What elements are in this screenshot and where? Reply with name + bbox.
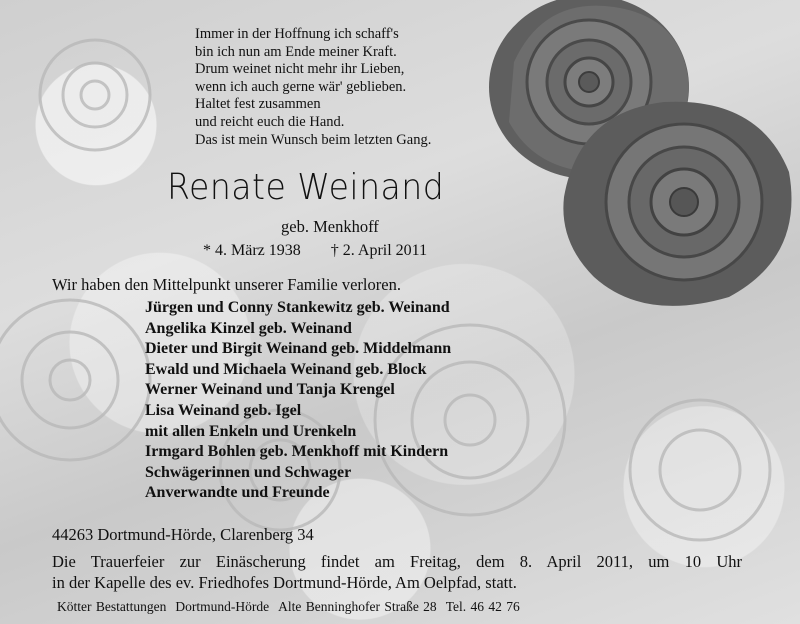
family-address: 44263 Dortmund-Hörde, Clarenberg 34: [52, 525, 314, 544]
poem-line: Drum weinet nicht mehr ihr Lieben,: [195, 61, 405, 78]
funeral-home-city: Dortmund-Hörde: [175, 599, 270, 614]
mourner-line: Lisa Weinand geb. Igel: [145, 401, 302, 419]
mourners-list: [145, 298, 451, 504]
poem-line: wenn ich auch gerne wär' geblieben.: [195, 78, 407, 95]
funeral-home-info: [57, 599, 520, 615]
intro-text: Wir haben den Mittelpunkt unserer Familie verloren.: [52, 275, 401, 294]
mourner-line: Anverwandte und Freunde: [145, 484, 330, 502]
mourner-line: Werner Weinand und Tanja Krengel: [145, 381, 395, 399]
funeral-home-phone: Tel. 46 42 76: [445, 599, 520, 614]
service-announcement: [52, 552, 742, 593]
mourner-line: Angelika Kinzel geb. Weinand: [145, 319, 352, 337]
service-line: Die Trauerfeier zur Einäscherung findet am Freitag, dem 8. April 2011, um 10 Uhr: [52, 552, 742, 571]
life-dates: [203, 242, 427, 260]
mourner-line: Dieter und Birgit Weinand geb. Middelmann: [145, 340, 452, 358]
death-date: † 2. April 2011: [330, 242, 428, 259]
funeral-home-name: Kötter Bestattungen: [57, 599, 167, 614]
mourner-line: mit allen Enkeln und Urenkeln: [145, 422, 357, 440]
poem-line: Haltet fest zusammen: [195, 96, 321, 113]
poem-line: bin ich nun am Ende meiner Kraft.: [195, 43, 397, 60]
poem-line: Das ist mein Wunsch beim letzten Gang.: [195, 131, 432, 148]
poem: [195, 26, 431, 149]
deceased-name: Renate Weinand: [167, 167, 445, 208]
roses-image: [484, 0, 800, 322]
mourner-line: Jürgen und Conny Stankewitz geb. Weinand: [145, 299, 450, 316]
funeral-home-street: Alte Benninghofer Straße 28: [278, 599, 437, 614]
service-line: in der Kapelle des ev. Friedhofes Dortmund-Hörde, Am Oelpfad, statt.: [52, 572, 517, 592]
mourner-line: Schwägerinnen und Schwager: [145, 463, 352, 481]
birth-date: * 4. März 1938: [203, 242, 301, 259]
poem-line: Immer in der Hoffnung ich schaff's: [195, 26, 399, 42]
poem-line: und reicht euch die Hand.: [195, 113, 345, 130]
mourner-line: Ewald und Michaela Weinand geb. Block: [145, 360, 427, 378]
maiden-name: geb. Menkhoff: [281, 217, 379, 236]
mourner-line: Irmgard Bohlen geb. Menkhoff mit Kindern: [145, 443, 449, 461]
